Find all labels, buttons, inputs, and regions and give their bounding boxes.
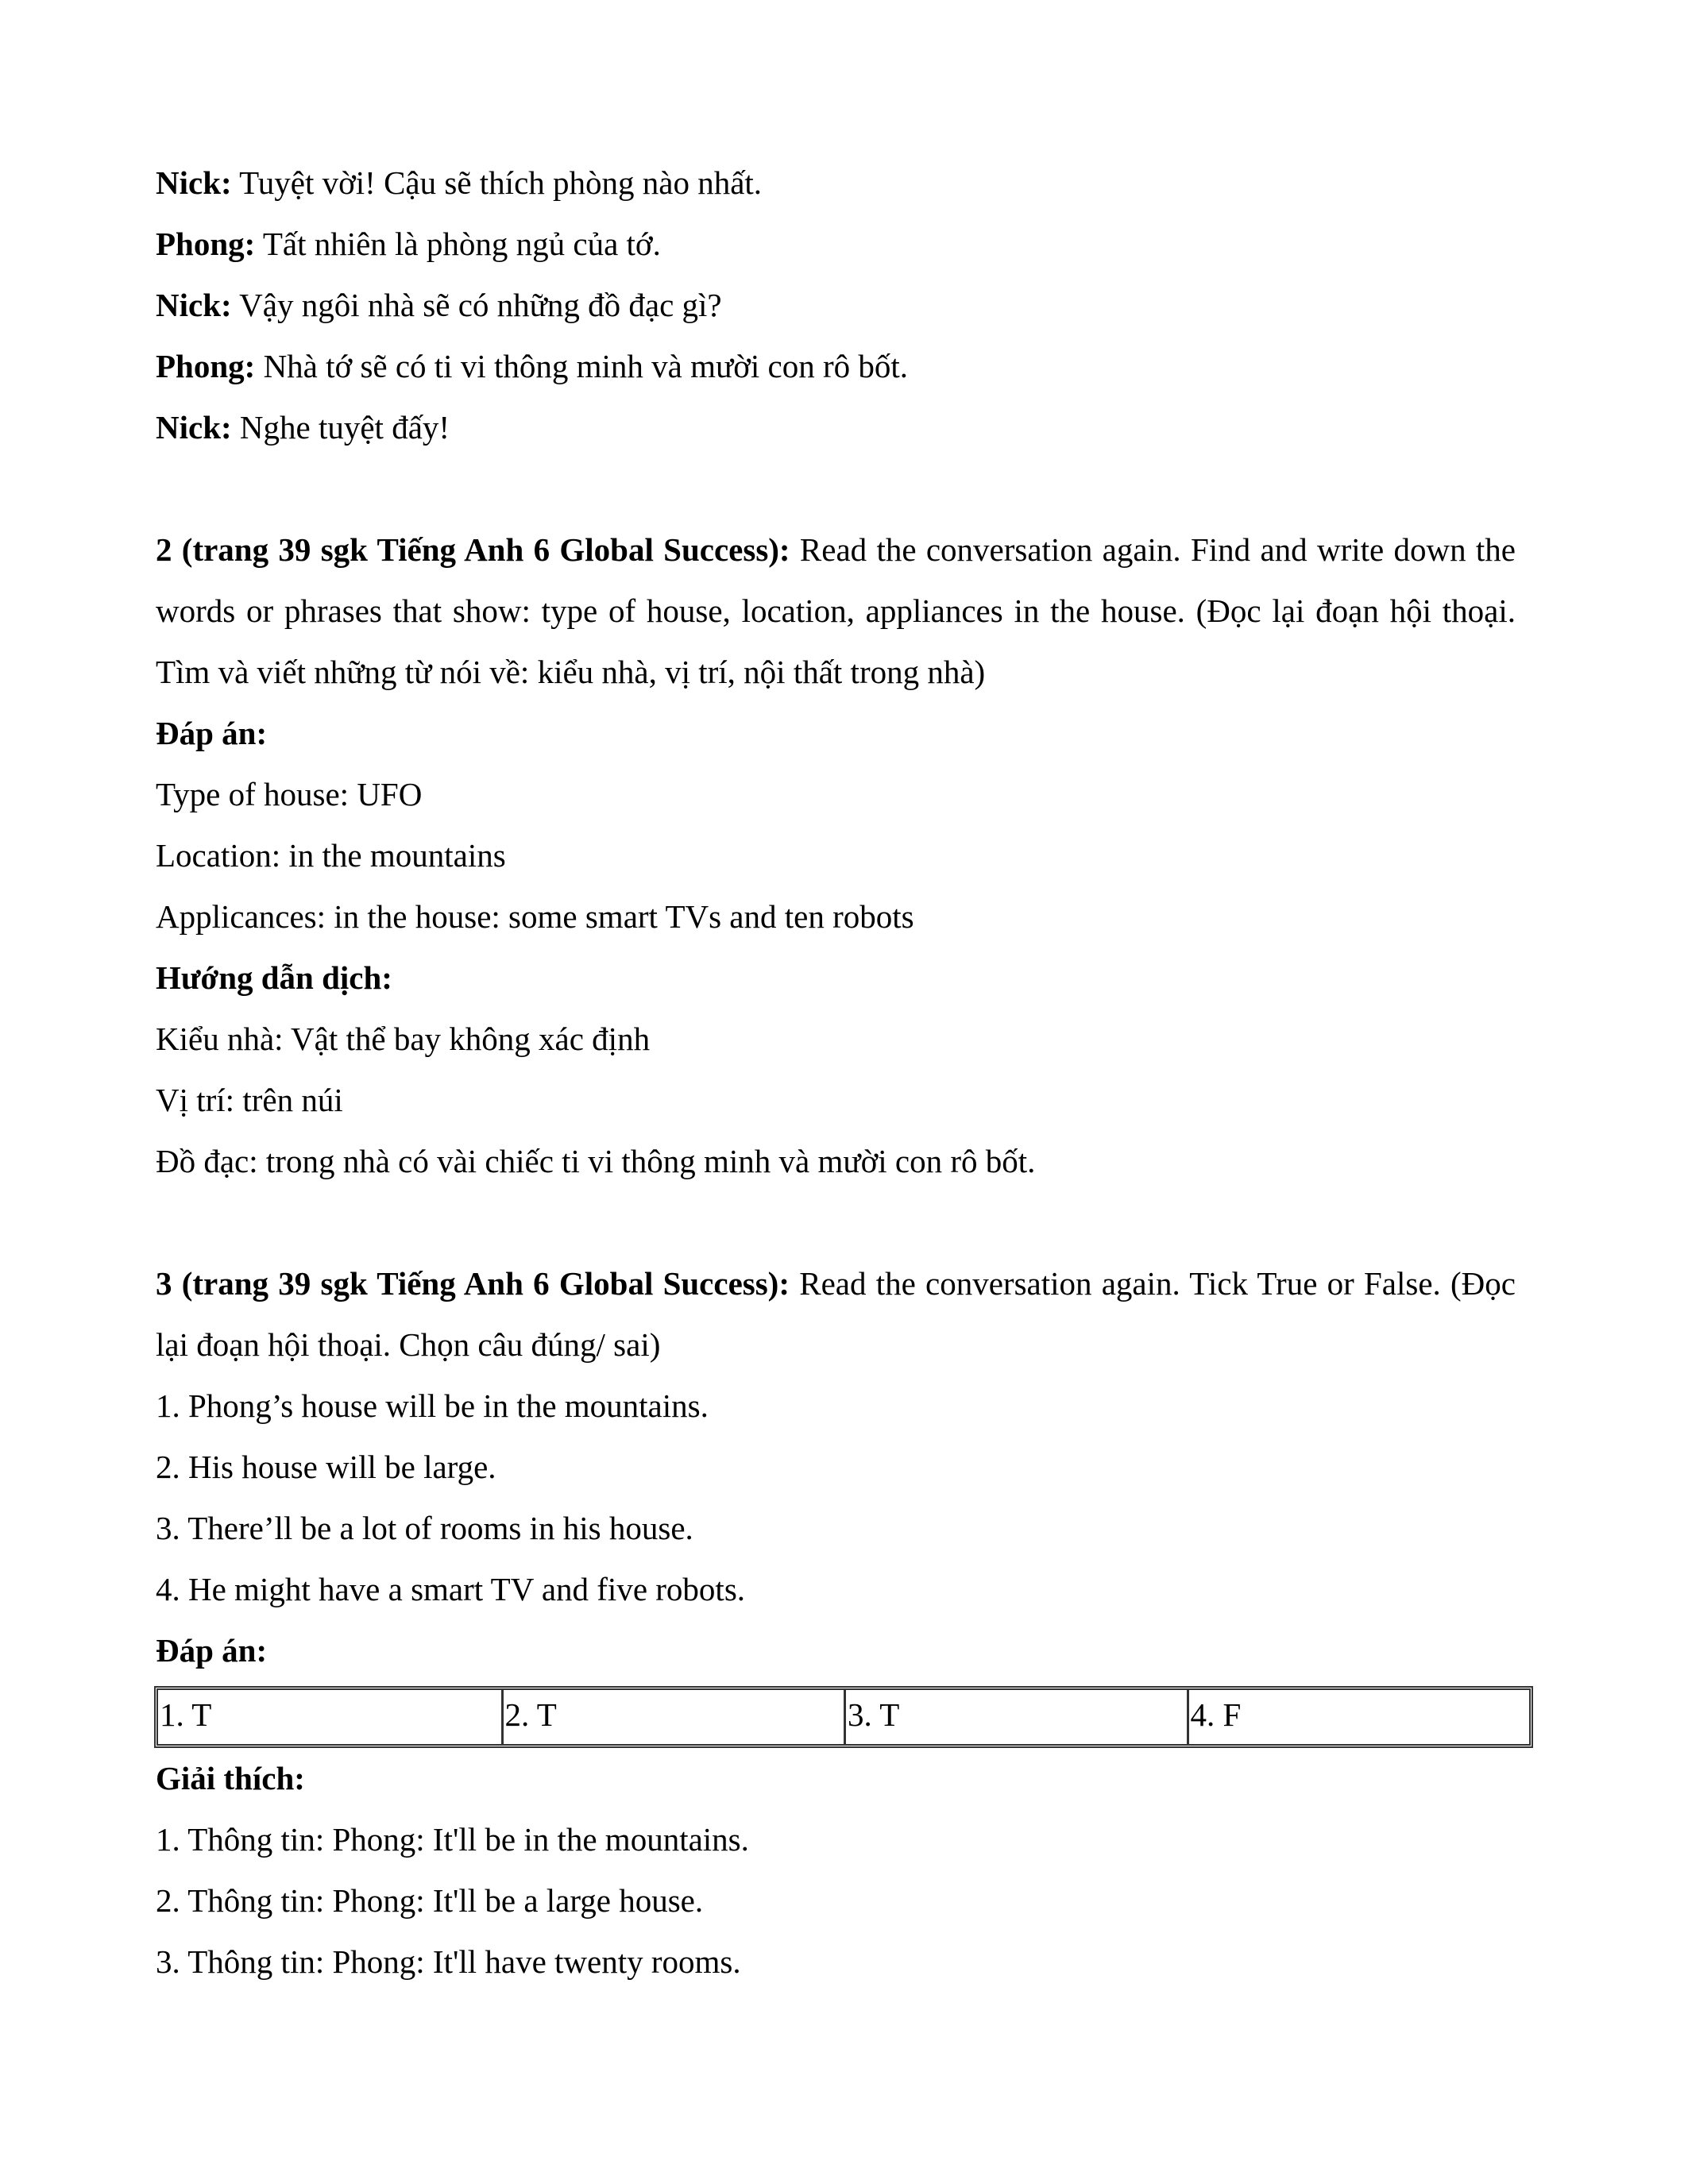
- exercise3-explanation-label: Giải thích:: [156, 1760, 305, 1796]
- exercise2-translation: Vị trí: trên núi: [156, 1082, 343, 1118]
- speaker-label: Nick:: [156, 287, 232, 323]
- exercise3-statement: 2. His house will be large.: [156, 1449, 496, 1485]
- exercise2-translation-label: Hướng dẫn dịch:: [156, 959, 392, 996]
- exercise3-explanation: 1. Thông tin: Phong: It'll be in the mountains.: [156, 1821, 749, 1858]
- answer-cell: 3. T: [844, 1690, 1187, 1744]
- exercise3-prompt: Read the conversation again. Tick True or False. (Đọc lại đoạn hội thoại. Chọn câu đúng/ sai): [156, 1265, 1516, 1363]
- dialogue-line: [156, 397, 1516, 458]
- exercise2-answer: Type of house: UFO: [156, 776, 423, 812]
- exercise2-heading: 2 (trang 39 sgk Tiếng Anh 6 Global Success):: [156, 531, 790, 568]
- exercise2-answer: Applicances: in the house: some smart TVs and ten robots: [156, 898, 914, 935]
- speaker-label: Phong:: [156, 348, 256, 384]
- dialogue-text: Nhà tớ sẽ có ti vi thông minh và mười con rô bốt.: [255, 348, 909, 384]
- dialogue-text: Vậy ngôi nhà sẽ có những đồ đạc gì?: [231, 287, 722, 323]
- exercise3-explanation: 3. Thông tin: Phong: It'll have twenty rooms.: [156, 1943, 741, 1980]
- exercise3-heading: 3 (trang 39 sgk Tiếng Anh 6 Global Success):: [156, 1265, 790, 1302]
- exercise3-statement: 4. He might have a smart TV and five robots.: [156, 1571, 746, 1607]
- speaker-label: Nick:: [156, 164, 232, 201]
- exercise3-answer-label: Đáp án:: [156, 1632, 268, 1669]
- spacer: [156, 1192, 1516, 1253]
- exercise2-translation: Kiểu nhà: Vật thể bay không xác định: [156, 1021, 651, 1057]
- exercise3-statement: 1. Phong’s house will be in the mountains.: [156, 1387, 709, 1424]
- dialogue-line: [156, 152, 1516, 214]
- exercise2-question: [156, 519, 1516, 703]
- dialogue-line: [156, 214, 1516, 275]
- dialogue-text: Nghe tuyệt đấy!: [231, 409, 450, 446]
- exercise3-statement: 3. There’ll be a lot of rooms in his house.: [156, 1510, 693, 1546]
- dialogue-line: [156, 275, 1516, 336]
- speaker-label: Nick:: [156, 409, 232, 446]
- dialogue-text: Tuyệt vời! Cậu sẽ thích phòng nào nhất.: [231, 164, 763, 201]
- exercise3-question: [156, 1253, 1516, 1376]
- table-row: [158, 1690, 1529, 1744]
- dialogue-text: Tất nhiên là phòng ngủ của tớ.: [255, 226, 661, 262]
- spacer: [156, 458, 1516, 519]
- speaker-label: Phong:: [156, 226, 256, 262]
- document-page: [156, 152, 1516, 1993]
- exercise3-explanation: 2. Thông tin: Phong: It'll be a large house.: [156, 1882, 704, 1919]
- exercise2-answer: Location: in the mountains: [156, 837, 506, 874]
- exercise2-answer-label: Đáp án:: [156, 715, 268, 751]
- exercise2-prompt: Read the conversation again. Find and write down the words or phrases that show: type of house, location, appliances in the house. (Đọc lại đoạn hội thoại. Tìm và viết những từ nói về: kiểu nhà, vị trí, nội thất trong nhà): [156, 531, 1516, 690]
- dialogue-line: [156, 336, 1516, 397]
- answer-table: [154, 1686, 1533, 1748]
- answer-cell: 2. T: [501, 1690, 844, 1744]
- exercise2-translation: Đồ đạc: trong nhà có vài chiếc ti vi thông minh và mười con rô bốt.: [156, 1143, 1036, 1179]
- answer-cell: 1. T: [160, 1696, 212, 1733]
- answer-cell: 4. F: [1187, 1690, 1530, 1744]
